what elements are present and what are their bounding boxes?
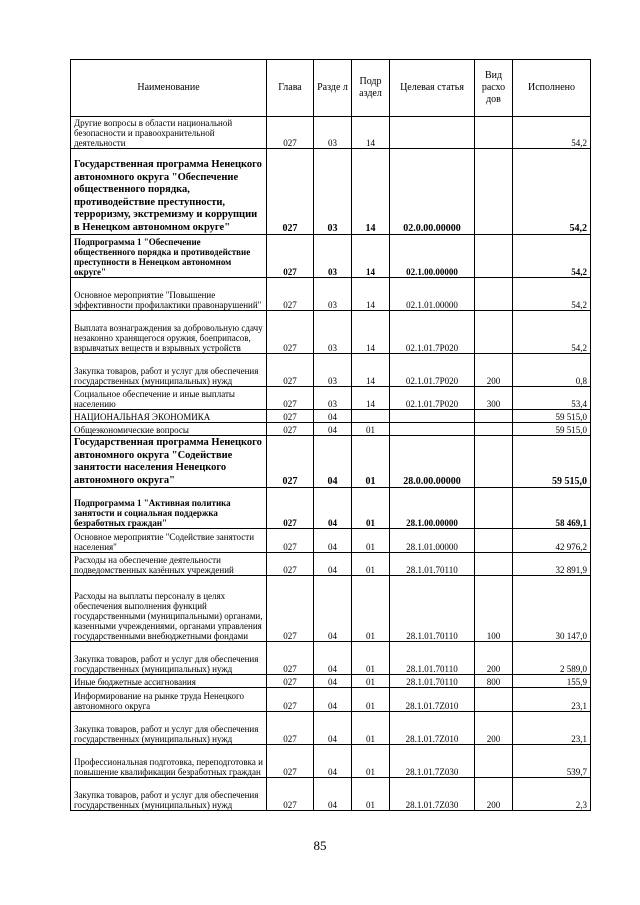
row-section: 03 <box>314 387 352 410</box>
row-chapter: 027 <box>267 675 314 688</box>
header-subsection: Подр аздел <box>352 60 390 117</box>
row-section: 04 <box>314 436 352 488</box>
row-subsection: 01 <box>352 688 390 712</box>
row-target: 28.1.01.70110 <box>390 553 475 576</box>
row-exp-type <box>475 149 513 235</box>
row-exp-type <box>475 488 513 529</box>
row-subsection: 14 <box>352 117 390 149</box>
row-chapter: 027 <box>267 117 314 149</box>
header-target: Целевая статья <box>390 60 475 117</box>
header-executed: Исполнено <box>513 60 591 117</box>
row-exp-type <box>475 436 513 488</box>
table-row <box>71 278 591 311</box>
row-executed: 0,8 <box>513 354 591 387</box>
row-target: 28.1.01.70110 <box>390 576 475 642</box>
row-target: 28.1.01.7Z010 <box>390 712 475 745</box>
row-subsection: 01 <box>352 712 390 745</box>
row-chapter: 027 <box>267 149 314 235</box>
row-executed: 58 469,1 <box>513 488 591 529</box>
row-section: 03 <box>314 117 352 149</box>
table-row <box>71 488 591 529</box>
table-row <box>71 745 591 778</box>
row-section: 04 <box>314 642 352 675</box>
row-exp-type: 200 <box>475 778 513 811</box>
table-row <box>71 553 591 576</box>
row-section: 03 <box>314 235 352 278</box>
row-section: 04 <box>314 553 352 576</box>
row-executed: 54,2 <box>513 235 591 278</box>
row-exp-type <box>475 423 513 436</box>
row-section: 03 <box>314 149 352 235</box>
row-exp-type <box>475 311 513 354</box>
row-target: 28.1.01.7Z010 <box>390 688 475 712</box>
table-row <box>71 387 591 410</box>
row-target: 02.0.00.00000 <box>390 149 475 235</box>
row-subsection: 01 <box>352 675 390 688</box>
row-chapter: 027 <box>267 529 314 553</box>
row-exp-type <box>475 410 513 423</box>
row-target: 28.1.00.00000 <box>390 488 475 529</box>
row-section: 04 <box>314 423 352 436</box>
row-name: Социальное обеспечение и иные выплаты населению <box>71 387 267 410</box>
row-chapter: 027 <box>267 778 314 811</box>
header-section: Разде л <box>314 60 352 117</box>
row-chapter: 027 <box>267 488 314 529</box>
row-executed: 59 515,0 <box>513 436 591 488</box>
row-target: 02.1.01.00000 <box>390 278 475 311</box>
table-row <box>71 149 591 235</box>
row-executed: 59 515,0 <box>513 423 591 436</box>
row-chapter: 027 <box>267 311 314 354</box>
row-chapter: 027 <box>267 354 314 387</box>
row-name: Другие вопросы в области национальной безопасности и правоохранительной деятельности <box>71 117 267 149</box>
row-section: 04 <box>314 529 352 553</box>
row-exp-type: 100 <box>475 576 513 642</box>
row-section: 04 <box>314 410 352 423</box>
row-subsection: 01 <box>352 745 390 778</box>
row-subsection: 14 <box>352 387 390 410</box>
row-subsection: 01 <box>352 423 390 436</box>
header-name: Наименование <box>71 60 267 117</box>
row-name: Государственная программа Ненецкого автономного округа "Содействие занятости населения Ненецкого автономного округа" <box>71 436 267 488</box>
row-executed: 54,2 <box>513 278 591 311</box>
row-exp-type: 200 <box>475 642 513 675</box>
row-chapter: 027 <box>267 553 314 576</box>
row-exp-type <box>475 117 513 149</box>
row-chapter: 027 <box>267 410 314 423</box>
table-row <box>71 423 591 436</box>
row-name: Основное мероприятие "Содействие занятости населения" <box>71 529 267 553</box>
row-section: 04 <box>314 688 352 712</box>
row-subsection: 01 <box>352 488 390 529</box>
row-target: 02.1.01.7P020 <box>390 311 475 354</box>
row-exp-type <box>475 235 513 278</box>
row-name: НАЦИОНАЛЬНАЯ ЭКОНОМИКА <box>71 410 267 423</box>
row-exp-type: 300 <box>475 387 513 410</box>
budget-table <box>70 59 591 811</box>
row-exp-type: 200 <box>475 354 513 387</box>
row-name: Подпрограмма 1 "Обеспечение общественного порядка и противодействие преступности в Ненецком автономном округе" <box>71 235 267 278</box>
table-header-row <box>71 60 591 117</box>
row-subsection: 01 <box>352 553 390 576</box>
row-subsection: 01 <box>352 778 390 811</box>
row-subsection: 01 <box>352 642 390 675</box>
row-section: 04 <box>314 576 352 642</box>
row-exp-type <box>475 745 513 778</box>
row-chapter: 027 <box>267 642 314 675</box>
row-section: 04 <box>314 745 352 778</box>
row-chapter: 027 <box>267 576 314 642</box>
row-executed: 53,4 <box>513 387 591 410</box>
row-executed: 54,2 <box>513 117 591 149</box>
row-target: 02.1.01.7P020 <box>390 354 475 387</box>
row-name: Закупка товаров, работ и услуг для обеспечения государственных (муниципальных) нужд <box>71 778 267 811</box>
row-name: Закупка товаров, работ и услуг для обеспечения государственных (муниципальных) нужд <box>71 642 267 675</box>
row-exp-type <box>475 529 513 553</box>
row-exp-type: 800 <box>475 675 513 688</box>
row-section: 04 <box>314 712 352 745</box>
row-target: 28.1.01.70110 <box>390 675 475 688</box>
row-name: Расходы на обеспечение деятельности подведомственных казённых учреждений <box>71 553 267 576</box>
row-exp-type <box>475 553 513 576</box>
row-subsection: 14 <box>352 235 390 278</box>
table-row <box>71 410 591 423</box>
table-row <box>71 529 591 553</box>
row-name: Профессиональная подготовка, переподготовка и повышение квалификации безработных граждан <box>71 745 267 778</box>
row-name: Подпрограмма 1 "Активная политика занятости и социальная поддержка безработных граждан" <box>71 488 267 529</box>
row-chapter: 027 <box>267 745 314 778</box>
row-name: Расходы на выплаты персоналу в целях обеспечения выполнения функций государственными (муниципальными) органами, казенными учреждениями, органами управления государственными внебюджетными фондами <box>71 576 267 642</box>
row-section: 03 <box>314 354 352 387</box>
row-chapter: 027 <box>267 436 314 488</box>
table-row <box>71 675 591 688</box>
table-row <box>71 576 591 642</box>
row-section: 03 <box>314 311 352 354</box>
row-name: Закупка товаров, работ и услуг для обеспечения государственных (муниципальных) нужд <box>71 712 267 745</box>
row-chapter: 027 <box>267 688 314 712</box>
row-subsection: 01 <box>352 576 390 642</box>
row-chapter: 027 <box>267 423 314 436</box>
row-subsection: 01 <box>352 529 390 553</box>
row-executed: 30 147,0 <box>513 576 591 642</box>
row-name: Выплата вознаграждения за добровольную сдачу незаконно хранящегося оружия, боеприпасов, взрывчатых веществ и взрывных устройств <box>71 311 267 354</box>
row-exp-type <box>475 688 513 712</box>
row-name: Иные бюджетные ассигнования <box>71 675 267 688</box>
row-target: 28.1.01.70110 <box>390 642 475 675</box>
table-row <box>71 117 591 149</box>
table-row <box>71 354 591 387</box>
row-target: 28.1.01.7Z030 <box>390 778 475 811</box>
row-chapter: 027 <box>267 712 314 745</box>
row-name: Государственная программа Ненецкого автономного округа "Обеспечение общественного порядка, противодействие преступности, терроризму, экстремизму и коррупции в Ненецком автономном округе" <box>71 149 267 235</box>
row-target <box>390 423 475 436</box>
table-row <box>71 712 591 745</box>
row-target: 02.1.00.00000 <box>390 235 475 278</box>
row-target: 28.1.01.7Z030 <box>390 745 475 778</box>
page-number: 85 <box>313 838 327 853</box>
table-row <box>71 311 591 354</box>
row-executed: 59 515,0 <box>513 410 591 423</box>
row-section: 04 <box>314 778 352 811</box>
row-name: Общеэкономические вопросы <box>71 423 267 436</box>
row-target: 28.1.01.00000 <box>390 529 475 553</box>
row-chapter: 027 <box>267 235 314 278</box>
row-executed: 32 891,9 <box>513 553 591 576</box>
row-exp-type <box>475 278 513 311</box>
row-subsection: 14 <box>352 311 390 354</box>
row-chapter: 027 <box>267 387 314 410</box>
row-executed: 23,1 <box>513 712 591 745</box>
row-name: Информирование на рынке труда Ненецкого автономного округа <box>71 688 267 712</box>
header-exp-type: Вид расхо дов <box>475 60 513 117</box>
row-name: Закупка товаров, работ и услуг для обеспечения государственных (муниципальных) нужд <box>71 354 267 387</box>
row-executed: 155,9 <box>513 675 591 688</box>
row-section: 03 <box>314 278 352 311</box>
row-exp-type: 200 <box>475 712 513 745</box>
table-row <box>71 688 591 712</box>
row-section: 04 <box>314 488 352 529</box>
row-target: 02.1.01.7P020 <box>390 387 475 410</box>
row-target <box>390 410 475 423</box>
row-name: Основное мероприятие "Повышение эффективности профилактики правонарушений" <box>71 278 267 311</box>
row-executed: 539,7 <box>513 745 591 778</box>
table-row <box>71 778 591 811</box>
row-section: 04 <box>314 675 352 688</box>
table-row <box>71 235 591 278</box>
row-target <box>390 117 475 149</box>
table-row <box>71 436 591 488</box>
row-subsection: 14 <box>352 354 390 387</box>
header-chapter: Глава <box>267 60 314 117</box>
row-subsection: 14 <box>352 149 390 235</box>
row-subsection: 01 <box>352 436 390 488</box>
row-executed: 23,1 <box>513 688 591 712</box>
row-executed: 42 976,2 <box>513 529 591 553</box>
row-executed: 2 589,0 <box>513 642 591 675</box>
row-subsection <box>352 410 390 423</box>
row-target: 28.0.00.00000 <box>390 436 475 488</box>
row-executed: 2,3 <box>513 778 591 811</box>
table-row <box>71 642 591 675</box>
row-executed: 54,2 <box>513 311 591 354</box>
row-chapter: 027 <box>267 278 314 311</box>
row-executed: 54,2 <box>513 149 591 235</box>
row-subsection: 14 <box>352 278 390 311</box>
